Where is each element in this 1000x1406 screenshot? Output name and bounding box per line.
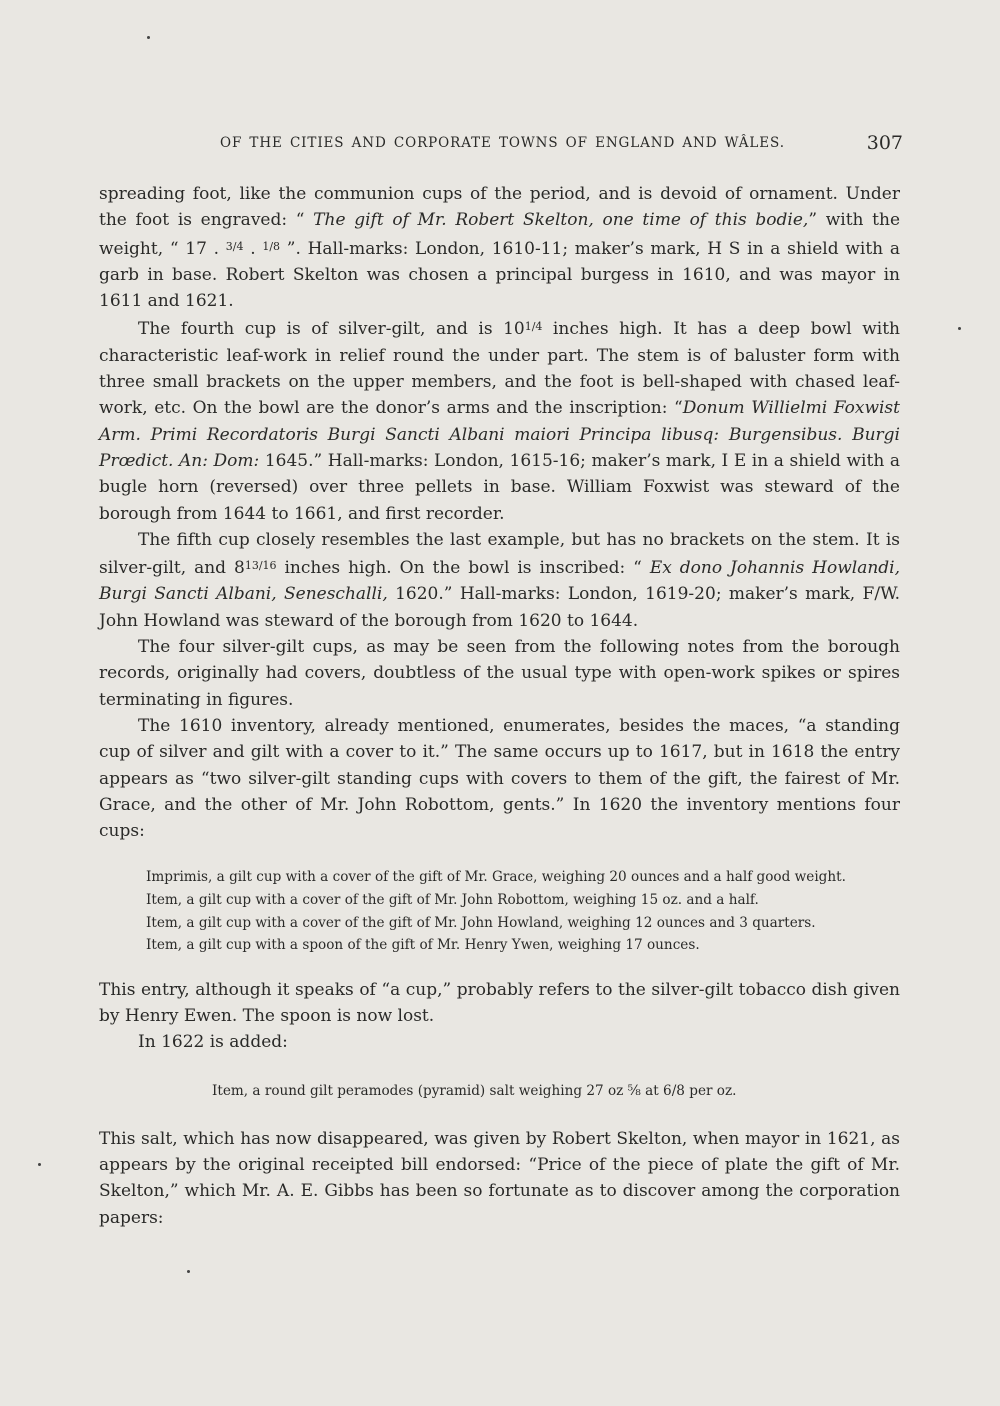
inventory-item: Item, a gilt cup with a spoon of the gift of Mr. Henry Ywen, weighing 17 ounces. [146,937,700,954]
speck [38,1163,41,1166]
page-number: 307 [866,132,903,154]
text-run: ”. Hall-marks: London, 1610-11; maker’s mark, H S in a shield with a garb in base. Robert Skelton was chosen a principal burgess in 1610, and was mayor in 1611 and 1621. [99,238,900,312]
fraction: 1/8 [262,239,281,253]
speck [187,1270,190,1273]
paragraph-2 [99,314,900,526]
paragraph-5: The 1610 inventory, already mentioned, enumerates, besides the maces, “a standing cup of silver and gilt with a cover to it.” The same occurs up to 1617, but in 1618 the entry appears as “two silver-gilt standing cups with covers to them of the gift, the fairest of Mr. Grace, and the other of Mr. John Robottom, gents.” In 1620 the inventory mentions four cups: [99,715,900,842]
text-run: inches high. It has a deep bowl with characteristic leaf-work in relief round the under part. The stem is of baluster form with three small brackets on the upper members, and the foot is bell-shaped with chased leaf-work, etc. On the bowl are the donor’s arms and the inscription: “ [99,319,900,419]
fraction: 13/16 [244,559,277,573]
italic-inscription: Donum Willielmi Foxwist Arm. Primi Recordatoris Burgi Sancti Albani maiori Principa libusq: Burgensibus. Burgi Prœdict. An: Dom: [99,398,900,471]
inventory-item: Item, a gilt cup with a cover of the gift of Mr. John Howland, weighing 12 ounces and 3 quarters. [146,914,816,931]
speck [147,36,150,39]
text-run: 1645.” Hall-marks: London, 1615-16; maker’s mark, I E in a shield with a bugle horn (reversed) over three pellets in base. William Foxwist was steward of the borough from 1644 to 1661, and first recorder. [99,450,900,524]
paragraph-8: This salt, which has now disappeared, was given by Robert Skelton, when mayor in 1621, as appears by the original receipted bill endorsed: “Price of the piece of plate the gift of Mr. Skelton,” which Mr. A. E. Gibbs has been so fortunate as to discover among the corporation papers: [99,1128,900,1228]
speck [958,327,961,330]
text-run: . [243,238,263,259]
text-run: The fifth cup closely resembles the last example, but has no brackets on the stem. It is silver-gilt, and 8 [99,529,900,579]
running-head [100,132,903,157]
paragraph-4: The four silver-gilt cups, as may be seen from the following notes from the borough records, originally had covers, doubtless of the usual type with open-work spikes or spires terminating in figures. [99,637,900,710]
fraction: 1/4 [524,320,543,334]
inventory-1620 [146,866,901,956]
italic-inscription: Ex dono Johannis Howlandi, Burgi Sancti Albani, Seneschalli, [99,558,901,605]
paragraph-7: In 1622 is added: [138,1032,288,1053]
text-run: 1620.” Hall-marks: London, 1619-20; maker’s mark, F/W. John Howland was steward of the borough from 1620 to 1644. [99,584,900,631]
running-title: OF THE CITIES AND CORPORATE TOWNS OF ENGLAND AND WÂLES. [220,135,785,151]
text-run: The fourth cup is of silver-gilt, and is 10 [138,319,525,340]
inventory-1622: Item, a round gilt peramodes (pyramid) salt weighing 27 oz ⅝ at 6/8 per oz. [212,1082,737,1099]
italic-inscription: The gift of Mr. Robert Skelton, one time of this bodie, [313,210,809,231]
inventory-item: Item, a gilt cup with a cover of the gift of Mr. John Robottom, weighing 15 oz. and a half. [146,892,759,909]
inventory-item: Imprimis, a gilt cup with a cover of the gift of Mr. Grace, weighing 20 ounces and a half good weight. [146,869,846,886]
text-run: inches high. On the bowl is inscribed: “ [276,558,650,579]
text-run: spreading foot, like the communion cups of the period, and is devoid of ornament. Under the foot is engraved: “ [99,184,900,231]
fraction: 3/4 [225,239,244,253]
body-text [99,181,900,1231]
paragraph-3 [99,527,900,634]
paragraph-1 [99,181,900,314]
text-run: ” with the weight, “ 17 . [99,210,901,259]
paragraph-6: This entry, although it speaks of “a cup,” probably refers to the silver-gilt tobacco dish given by Henry Ewen. The spoon is now lost. [99,979,900,1027]
